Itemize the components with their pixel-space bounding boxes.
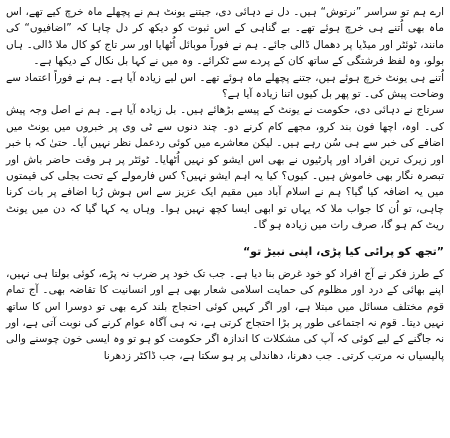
article-paragraph-1: ارے ہم تو سراسر ”نرتوش“ ہیں۔ دل نے دہائی دی، جیتنے یونٹ ہم نے پچھلے ماہ خرچ کیے تھے، اس ماہ بھی اُتنے ہی خرچ ہوئے تھے۔ بے گناہی کے اس ثبوت کو دیکھ کر دل چاہا کہ ”اضافیوں“ کی مانند، ٹوئٹر اور میڈیا پر دھمال ڈالی جائے۔ ہم نے فوراً موبائل اُٹھایا اور سر تاج کو کال ملا ڈالی۔ ہاں بولو، وہ لفظ فرشتگی کے ساتھ کان کے پردے سے ٹکرائے۔ وہ میں نے کہا بل نکال کے دیکھا ہے۔	[6, 6, 444, 68]
article-paragraph-2: اُتنے ہی یونٹ خرچ ہوئے ہیں، جتنے پچھلے ماہ ہوئے تھے۔ اس لیے زیادہ آیا ہے۔ ہم نے فوراً اعتماد سے وضاحت پیش کی۔ تو پھر بل کیوں اتنا زیادہ آیا ہے؟	[6, 71, 444, 101]
article-paragraph-4: کے طرز فکر نے آج افراد کو خود غرض بنا دیا ہے۔ جب تک خود پر ضرب نہ پڑے، کوئی بولتا ہی نہیں، اپنے بھائی کے درد اور مظلوم کی حمایت اسلامی شعار بھی ہے اور انسانیت کا تقاضہ بھی۔ آج تمام قوم مختلف مسائل میں مبتلا ہے، اور اگر کہیں کوئی احتجاج بلند کرے بھی تو دوسرا اس کا ساتھ نہیں دیتا۔ قوم نہ اجتماعی طور پر بڑا احتجاج کرتی ہے، نہ ہی آگاہ عوام کرنے کی نوبت آتی ہے، اور نہ جاگنے کے لیے کوئی کہ آپ کی مشکلات کا اندازہ اگر حکومت کو ہو تو وہ ایسی خون چوسنے والی پالیسیاں نہ مرتب کرتی۔ جب دھرنا، دھاندلی پر ہو سکتا ہے، جب ڈاکٹر زدھرنا	[6, 267, 444, 362]
article-paragraph-3: سرتاج نے دہائی دی، حکومت نے یونٹ کے پیسے بڑھائے ہیں۔ بل زیادہ آیا ہے۔ ہم نے اصل وجہ پیش کی۔ اوہ، اچھا فون بند کرو، مجھے کام کرنے دو۔ چند دنوں سے ٹی وی پر خبروں میں یونٹ میں اضافے کی خبر سے ہی سُن رہے ہیں۔ لیکن معاشرے میں کوئی ردعمل نظر نہیں آیا۔ حتیٰ کہ با خبر اور زیرک ترین افراد اور پارٹیوں نے بھی اس ایشو کو نہیں اُٹھایا۔ ٹوئٹر پر ہر وقت حاضر باش اور تبصرہ نگار بھی خاموش ہیں۔ کیوں؟ کیا یہ اہم ایشو نہیں؟ کس فارمولے کے تحت بجلی کی قیمتوں میں یہ اضافہ کیا گیا؟ ہم نے اسلام آباد میں مقیم ایک عزیز سے اس ہوش رُبا اضافے پر بات کرنا چاہی، تو اُن کا جواب ملا کہ یہاں تو ابھی ایسا کچھ نہیں ہوا۔ وہاں یہ کہا گیا کہ دن میں یونٹ ریٹ کم ہو گا، صرف رات میں زیادہ ہو گا۔	[6, 104, 444, 232]
section-heading: ”تجھ کو پرائی کیا پڑی، اپنی نبیڑ تو“	[242, 244, 444, 258]
